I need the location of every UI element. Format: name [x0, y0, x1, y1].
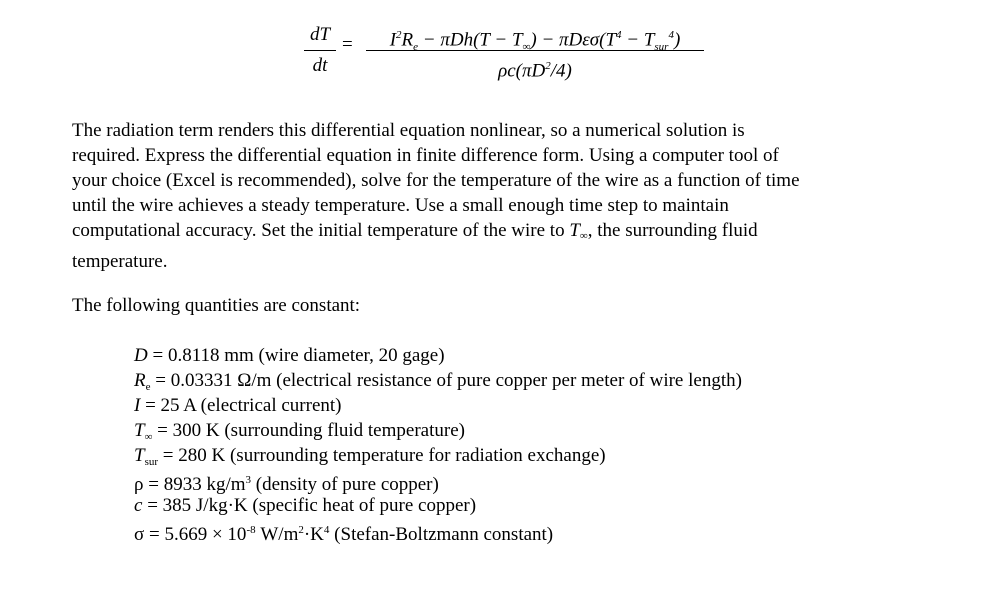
- paragraph-line: required. Express the differential equation in finite difference form. Using a computer tool of: [72, 145, 779, 166]
- lhs-denominator: dt: [312, 55, 328, 76]
- constants-intro: The following quantities are constant:: [72, 295, 361, 316]
- constants-list: [134, 343, 934, 543]
- constant-stefan-boltzmann: $\sigma = 5.669 \times 10^{-8}$ $W/m^2\cdot K^4$ (Stefan-Boltzmann constant): [134, 524, 554, 545]
- rhs-fraction: [366, 22, 704, 82]
- paragraph-line: The radiation term renders this differential equation nonlinear, so a numerical solution is: [72, 120, 745, 141]
- paragraph-line: computational accuracy. Set the initial temperature of the wire to T∞, the surrounding fluid: [72, 220, 758, 242]
- equals-sign: =: [342, 34, 353, 55]
- constant-current: I = 25 A (electrical current): [134, 395, 342, 416]
- rhs-denominator: $\rho c(\pi D^2/4)$: [498, 60, 572, 82]
- fraction-bar: [304, 50, 336, 51]
- differential-equation: [300, 18, 710, 90]
- constant-resistance: $R_e = 0.03331$ Ω/m (electrical resistance of pure copper per meter of wire length): [134, 370, 742, 393]
- lhs-numerator: dT: [309, 24, 331, 45]
- paragraph-line: temperature.: [72, 251, 168, 272]
- constant-fluid-temperature: $T_\infty = 300$ K (surrounding fluid temperature): [134, 420, 465, 443]
- constant-surrounding-temperature: $T_{sur} = 280$ K (surrounding temperature for radiation exchange): [134, 445, 606, 468]
- rhs-numerator: $I^2R_e - \pi Dh(T - T_\infty) - \pi D\varepsilon\sigma(T^4 - T_{sur}^4)$: [389, 29, 681, 54]
- paragraph-line: until the wire achieves a steady temperature. Use a small enough time step to maintain: [72, 195, 729, 216]
- lhs-fraction: [304, 22, 336, 79]
- problem-paragraph: [72, 118, 912, 274]
- paragraph-line: your choice (Excel is recommended), solve for the temperature of the wire as a function of time: [72, 170, 800, 191]
- constant-specific-heat: c = 385 J/kg·K (specific heat of pure copper): [134, 495, 477, 516]
- constant-density: ρ = 8933 $kg/m^3$ (density of pure copper): [134, 474, 439, 495]
- constant-diameter: D = 0.8118 mm (wire diameter, 20 gage): [134, 345, 445, 366]
